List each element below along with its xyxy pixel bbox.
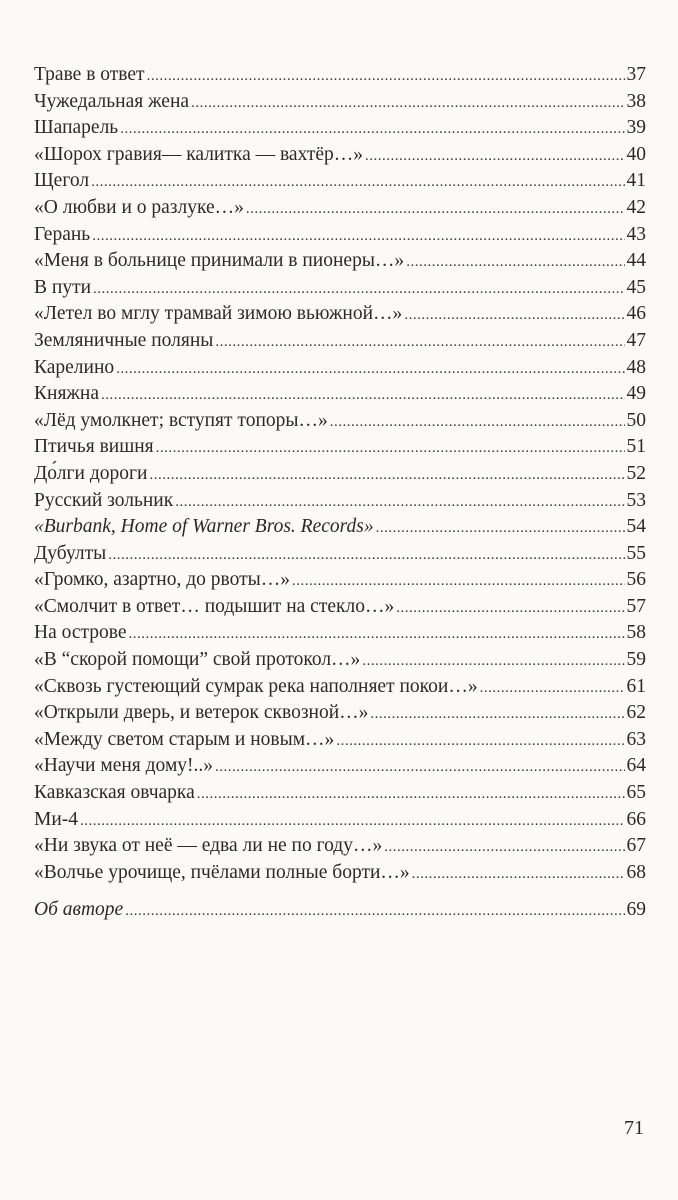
dot-leader [384, 834, 624, 861]
toc-entry-title: Дубулты [34, 542, 107, 564]
toc-entry [34, 195, 646, 222]
toc-entry-title: «Сквозь густеющий сумрак река наполняет покои…» [34, 675, 478, 697]
dot-leader [292, 568, 625, 595]
toc-entry-page: 43 [626, 223, 646, 245]
toc-entry-page: 45 [626, 276, 646, 298]
toc-entry-title: Об авторе [34, 899, 124, 921]
toc-entry-page: 38 [626, 90, 646, 112]
toc-entry [34, 328, 646, 355]
toc-entry-title: Земляничные поляны [34, 329, 214, 351]
dot-leader [406, 249, 624, 276]
toc-entry [34, 301, 646, 328]
dot-leader [147, 63, 625, 90]
toc-entry [34, 897, 646, 924]
toc-entry [34, 647, 646, 674]
dot-leader [365, 143, 624, 170]
dot-leader [101, 382, 625, 409]
dot-leader [362, 648, 624, 675]
toc-entry-title: Птичья вишня [34, 436, 154, 458]
toc-entry [34, 222, 646, 249]
page-number: 71 [624, 1117, 644, 1139]
toc-entry-title: «Открыли дверь, и ветерок сквозной…» [34, 702, 369, 724]
toc-entry [34, 780, 646, 807]
toc-entry-page: 53 [626, 489, 646, 511]
toc-entry-page: 56 [626, 569, 646, 591]
dot-leader [191, 90, 624, 117]
toc-entry [34, 807, 646, 834]
dot-leader [108, 542, 624, 569]
toc-entry-title: Русский зольник [34, 489, 174, 511]
toc-entry-title: До́лги дороги [34, 462, 148, 484]
dot-leader [149, 462, 624, 489]
toc-entry-title: В пути [34, 276, 92, 298]
dot-leader [480, 675, 625, 702]
toc-entry-title: «О любви и о разлуке…» [34, 196, 244, 218]
dot-leader [376, 515, 625, 542]
toc-entry [34, 833, 646, 860]
toc-entry-page: 48 [626, 356, 646, 378]
toc-entry-title: «Научи меня дому!..» [34, 755, 214, 777]
toc-entry-title: «Меня в больнице принимали в пионеры…» [34, 250, 405, 272]
toc-entry-title: «Шорох гравия— калитка — вахтёр…» [34, 143, 364, 165]
dot-leader [412, 861, 625, 888]
dot-leader [92, 223, 624, 250]
toc-entry-page: 69 [626, 899, 646, 921]
toc-entry-page: 52 [626, 462, 646, 484]
toc-entry [34, 594, 646, 621]
toc-entry [34, 142, 646, 169]
toc-entry-title: «В “скорой помощи” свой протокол…» [34, 649, 361, 671]
toc-entry-page: 55 [626, 542, 646, 564]
dot-leader [404, 302, 624, 329]
dot-leader [370, 701, 624, 728]
toc-entry-title: «Burbank, Home of Warner Bros. Records» [34, 516, 374, 538]
toc-entry-page: 66 [626, 808, 646, 830]
toc-entry-title: «Волчье урочище, пчёлами полные борти…» [34, 861, 410, 883]
toc-entry [34, 727, 646, 754]
dot-leader [396, 595, 624, 622]
toc-entry [34, 461, 646, 488]
toc-entry [34, 700, 646, 727]
toc-entry-page: 51 [626, 436, 646, 458]
dot-leader [215, 329, 624, 356]
toc-entry-page: 67 [626, 835, 646, 857]
toc-entry-page: 37 [626, 64, 646, 85]
toc-entry [34, 514, 646, 541]
toc-entry-page: 46 [626, 303, 646, 325]
toc-entry-page: 39 [626, 117, 646, 139]
toc-entry [34, 355, 646, 382]
toc-entry-title: «Летел во мглу трамвай зимою вьюжной…» [34, 303, 403, 325]
toc-entry-title: Траве в ответ [34, 64, 145, 85]
toc-entry-page: 62 [626, 702, 646, 724]
dot-leader [93, 276, 624, 303]
toc-entry [34, 275, 646, 302]
toc-entry [34, 89, 646, 116]
toc-entry-page: 49 [626, 383, 646, 405]
toc-entry [34, 62, 646, 89]
toc-entry-title: Кавказская овчарка [34, 782, 195, 804]
toc-entry [34, 567, 646, 594]
toc-entry-title: «Лёд умолкнет; вступят топоры…» [34, 409, 328, 431]
toc-entry-title: Щегол [34, 170, 90, 192]
toc-entry-title: Ми-4 [34, 808, 79, 830]
toc-entry-page: 41 [626, 170, 646, 192]
toc-entry [34, 168, 646, 195]
dot-leader [336, 728, 624, 755]
toc-entry [34, 753, 646, 780]
toc-entry-page: 65 [626, 782, 646, 804]
toc-entry-page: 64 [626, 755, 646, 777]
toc-entry [34, 674, 646, 701]
toc-entry-page: 54 [626, 516, 646, 538]
toc-entry-title: Герань [34, 223, 91, 245]
dot-leader [116, 356, 624, 383]
toc-entry [34, 248, 646, 275]
toc-entry-page: 50 [626, 409, 646, 431]
dot-leader [156, 435, 625, 462]
toc-entry-title: «Громко, азартно, до рвоты…» [34, 569, 290, 591]
toc-entry-title: Чужедальная жена [34, 90, 190, 112]
toc-entry [34, 620, 646, 647]
toc-entry-page: 47 [626, 329, 646, 351]
toc-entry-page: 61 [626, 675, 646, 697]
dot-leader [246, 196, 625, 223]
toc-entry-title: «Между светом старым и новым…» [34, 728, 335, 750]
dot-leader [129, 621, 625, 648]
toc-entry-page: 40 [626, 143, 646, 165]
toc-entry-title: Шапарель [34, 117, 119, 139]
toc-entry-title: Княжна [34, 383, 99, 405]
dot-leader [80, 808, 624, 835]
dot-leader [91, 169, 624, 196]
toc-entry [34, 541, 646, 568]
toc-entry-title: Карелино [34, 356, 115, 378]
toc-entry [34, 408, 646, 435]
dot-leader [197, 781, 625, 808]
toc-entry-page: 68 [626, 861, 646, 883]
toc-entry [34, 434, 646, 461]
toc-entry [34, 488, 646, 515]
dot-leader [120, 116, 624, 143]
toc-entry-page: 42 [626, 196, 646, 218]
toc-entry-title: «Ни звука от неё — едва ли не по году…» [34, 835, 383, 857]
table-of-contents [34, 62, 646, 924]
dot-leader [330, 409, 625, 436]
toc-entry-page: 63 [626, 728, 646, 750]
toc-entry [34, 381, 646, 408]
toc-entry [34, 860, 646, 887]
toc-entry-title: «Смолчит в ответ… подышит на стекло…» [34, 595, 395, 617]
dot-leader [175, 489, 624, 516]
toc-entry-page: 58 [626, 622, 646, 644]
toc-entry-page: 59 [626, 649, 646, 671]
toc-entry [34, 115, 646, 142]
toc-entry-title: На острове [34, 622, 127, 644]
toc-entry-page: 44 [626, 250, 646, 272]
toc-entry-page: 57 [626, 595, 646, 617]
dot-leader [215, 754, 624, 781]
dot-leader [125, 898, 624, 925]
